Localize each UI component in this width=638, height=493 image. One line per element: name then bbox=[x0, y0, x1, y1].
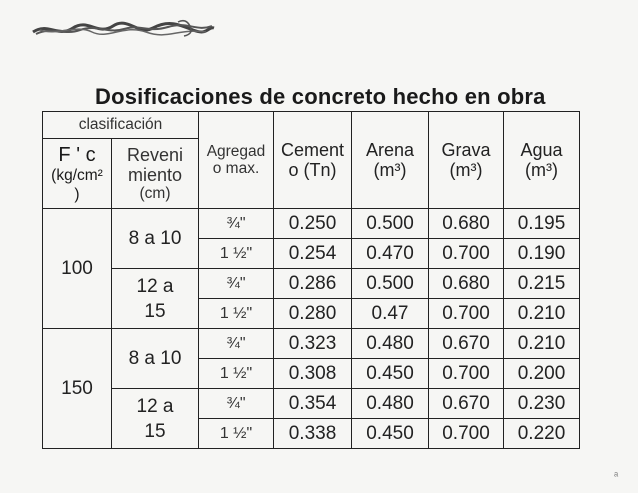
agregado-cell: 1 ½" bbox=[199, 359, 274, 389]
table-row bbox=[43, 269, 580, 299]
fc-cell: 150 bbox=[43, 329, 112, 449]
header-agregado bbox=[199, 112, 274, 209]
corner-mark: ᵃ bbox=[614, 470, 619, 482]
revenimiento-line2: 15 bbox=[144, 300, 166, 322]
scribbled-out-text bbox=[28, 14, 218, 44]
grava-cell: 0.680 bbox=[429, 209, 504, 239]
arena-cell: 0.480 bbox=[352, 389, 429, 419]
agua-cell: 0.230 bbox=[504, 389, 580, 419]
header-agua-line2: (m³) bbox=[525, 160, 558, 180]
agua-cell: 0.215 bbox=[504, 269, 580, 299]
grava-cell: 0.680 bbox=[429, 269, 504, 299]
header-cemento-line1: Cement bbox=[280, 140, 345, 160]
header-arena bbox=[352, 112, 429, 209]
agua-cell: 0.210 bbox=[504, 299, 580, 329]
agregado-cell: ¾" bbox=[199, 269, 274, 299]
dosage-table bbox=[42, 111, 580, 449]
revenimiento-line1: 8 a 10 bbox=[128, 228, 182, 249]
cemento-cell: 0.323 bbox=[274, 329, 352, 359]
grava-cell: 0.700 bbox=[429, 359, 504, 389]
grava-cell: 0.700 bbox=[429, 419, 504, 449]
cemento-cell: 0.254 bbox=[274, 239, 352, 269]
header-grava-line1: Grava bbox=[441, 140, 491, 160]
header-grava bbox=[429, 112, 504, 209]
agua-cell: 0.220 bbox=[504, 419, 580, 449]
agua-cell: 0.190 bbox=[504, 239, 580, 269]
agregado-cell: 1 ½" bbox=[199, 239, 274, 269]
arena-cell: 0.500 bbox=[352, 269, 429, 299]
revenimiento-cell bbox=[112, 329, 199, 389]
arena-cell: 0.47 bbox=[352, 299, 429, 329]
header-revenimiento bbox=[112, 139, 199, 209]
header-arena-line2: (m³) bbox=[373, 160, 407, 180]
table-row bbox=[43, 389, 580, 419]
revenimiento-cell bbox=[112, 269, 199, 329]
arena-cell: 0.450 bbox=[352, 359, 429, 389]
revenimiento-line1: 8 a 10 bbox=[128, 348, 182, 369]
cemento-cell: 0.250 bbox=[274, 209, 352, 239]
header-fc-line2: (kg/cm² bbox=[51, 166, 103, 184]
cemento-cell: 0.286 bbox=[274, 269, 352, 299]
header-cemento bbox=[274, 112, 352, 209]
header-agregado-line1: Agregad bbox=[206, 143, 266, 160]
revenimiento-cell bbox=[112, 209, 199, 269]
header-agregado-line2: o max. bbox=[212, 160, 260, 177]
grava-cell: 0.700 bbox=[429, 239, 504, 269]
revenimiento-cell bbox=[112, 389, 199, 449]
agua-cell: 0.200 bbox=[504, 359, 580, 389]
revenimiento-line1: 12 a bbox=[136, 395, 174, 417]
header-reven-line3: (cm) bbox=[139, 185, 171, 202]
cemento-cell: 0.338 bbox=[274, 419, 352, 449]
agua-cell: 0.195 bbox=[504, 209, 580, 239]
header-clasificacion: clasificación bbox=[43, 112, 199, 139]
agregado-cell: 1 ½" bbox=[199, 299, 274, 329]
cemento-cell: 0.354 bbox=[274, 389, 352, 419]
header-fc-line3: ) bbox=[74, 185, 80, 203]
arena-cell: 0.470 bbox=[352, 239, 429, 269]
cemento-cell: 0.308 bbox=[274, 359, 352, 389]
arena-cell: 0.480 bbox=[352, 329, 429, 359]
header-fc bbox=[43, 139, 112, 209]
header-arena-line1: Arena bbox=[365, 140, 415, 160]
arena-cell: 0.450 bbox=[352, 419, 429, 449]
header-reven-line1: Reveni bbox=[126, 145, 184, 165]
grava-cell: 0.700 bbox=[429, 299, 504, 329]
header-fc-line1: F ' c bbox=[58, 143, 96, 166]
header-grava-line2: (m³) bbox=[449, 160, 483, 180]
header-agua-line1: Agua bbox=[520, 140, 563, 160]
revenimiento-line1: 12 a bbox=[136, 275, 174, 297]
agregado-cell: ¾" bbox=[199, 329, 274, 359]
agregado-cell: ¾" bbox=[199, 209, 274, 239]
table-row bbox=[43, 329, 580, 359]
table-row bbox=[43, 209, 580, 239]
grava-cell: 0.670 bbox=[429, 329, 504, 359]
agregado-cell: ¾" bbox=[199, 389, 274, 419]
grava-cell: 0.670 bbox=[429, 389, 504, 419]
header-agua bbox=[504, 112, 580, 209]
page-title: Dosificaciones de concreto hecho en obra bbox=[95, 84, 546, 109]
arena-cell: 0.500 bbox=[352, 209, 429, 239]
revenimiento-line2: 15 bbox=[144, 420, 166, 442]
agua-cell: 0.210 bbox=[504, 329, 580, 359]
fc-cell: 100 bbox=[43, 209, 112, 329]
header-reven-line2: miento bbox=[127, 165, 183, 185]
header-cemento-line2: o (Tn) bbox=[288, 160, 337, 180]
agregado-cell: 1 ½" bbox=[199, 419, 274, 449]
cemento-cell: 0.280 bbox=[274, 299, 352, 329]
